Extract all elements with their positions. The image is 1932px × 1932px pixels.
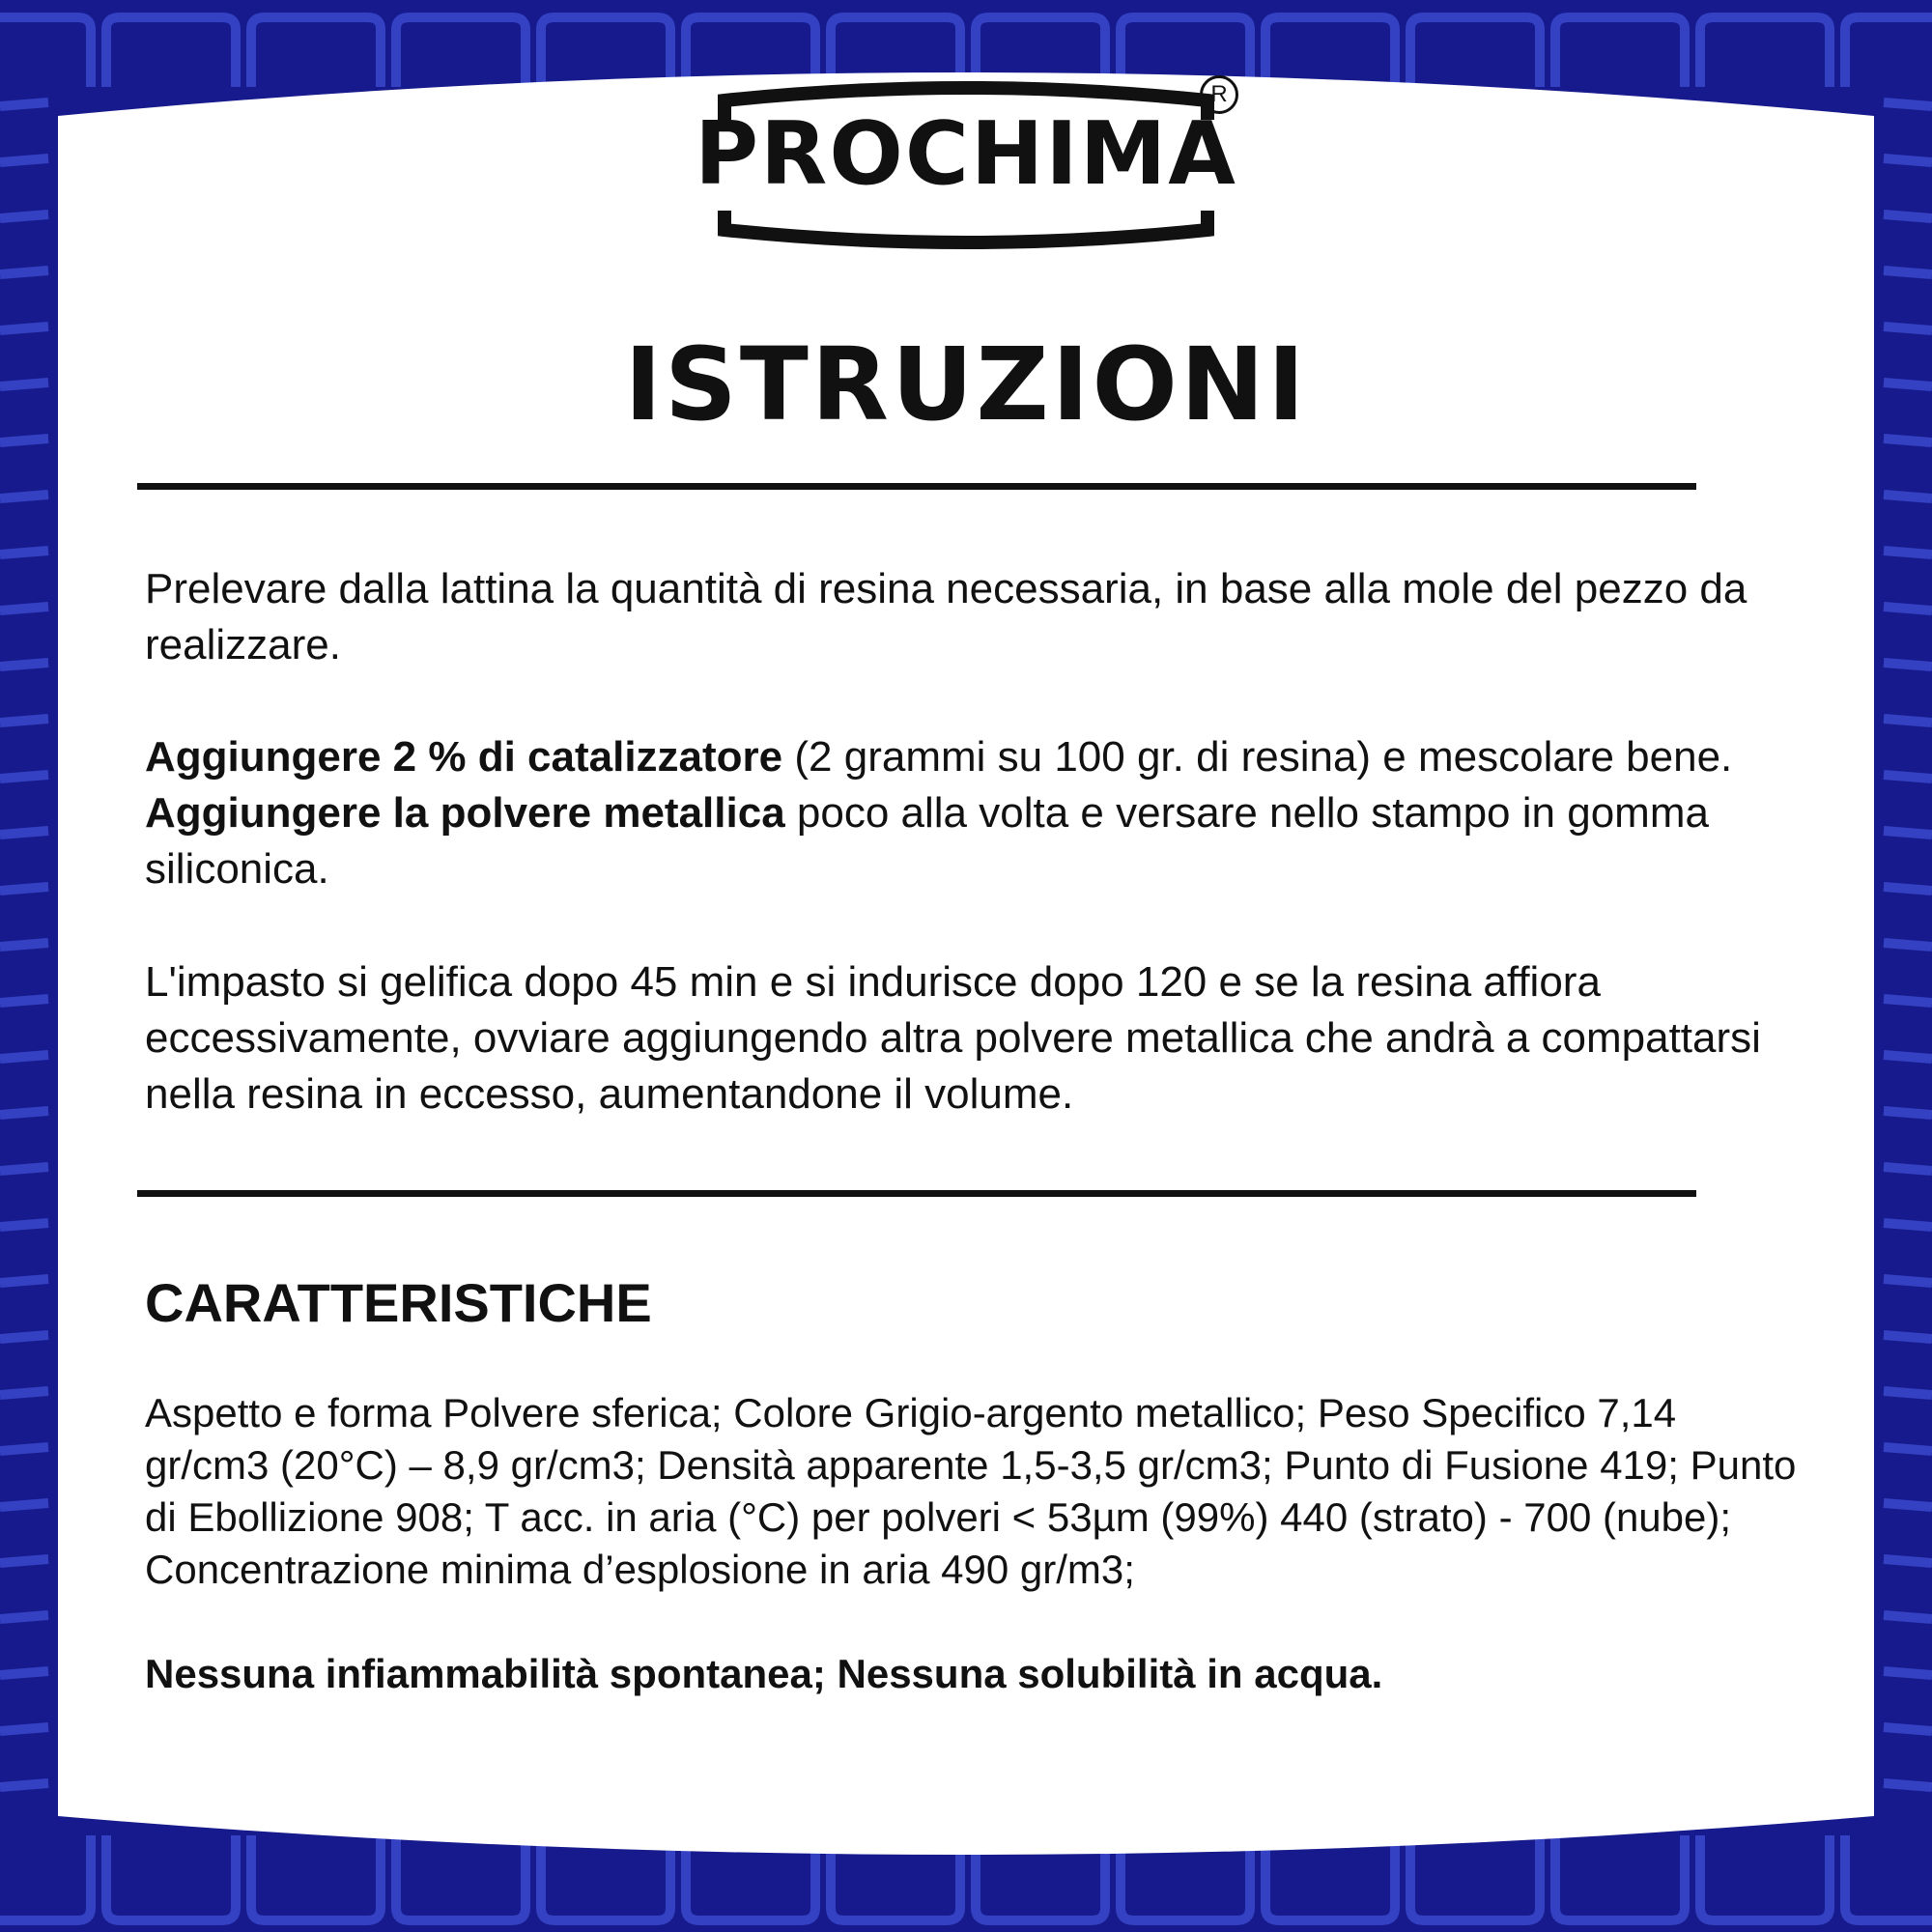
characteristics-note: Nessuna infiammabilità spontanea; Nessuna solubilità in acqua.: [145, 1651, 1383, 1696]
page-title: ISTRUZIONI: [624, 326, 1308, 443]
characteristics-details: Aspetto e forma Polvere sferica; Colore Grigio-argento metallico; Peso Specifico 7,14 gr/cm3 (20°C) – 8,9 gr/cm3; Densità apparente 1,5-3,5 gr/cm3; Punto di Fusione 419; Punto di Ebollizione 908; T acc. in aria (°C) per polveri < 53µm (99%) 440 (strato) - 700 (nube); Concentrazione minima d’esplosione in aria 490 gr/m3;: [145, 1390, 1797, 1592]
instruction-paragraph-1: Prelevare dalla lattina la quantità di resina necessaria, in base alla mole del pezzo da realizzare.: [145, 565, 1747, 668]
prochima-logo: [657, 68, 1275, 251]
divider-top: [137, 483, 1696, 490]
instruction-paragraph-2: [145, 729, 1806, 897]
brand-name: PROCHIMA: [695, 103, 1237, 205]
characteristics-heading: CARATTERISTICHE: [145, 1272, 652, 1333]
registered-mark: R: [1200, 75, 1238, 114]
catalyst-instruction: Aggiungere 2 % di catalizzatore: [145, 733, 783, 781]
powder-detail: poco alla volta e versare nello stampo in gomma siliconica.: [145, 789, 1709, 893]
divider-bottom: [137, 1190, 1696, 1197]
instruction-paragraph-3: L'impasto si gelifica dopo 45 min e si indurisce dopo 120 e se la resina affiora eccessivamente, ovviare aggiungendo altra polvere metallica che andrà a compattarsi nella resina in eccesso, aumentandone il volume.: [145, 958, 1761, 1118]
catalyst-detail: (2 grammi su 100 gr. di resina) e mescolare bene.: [782, 733, 1733, 781]
powder-instruction: Aggiungere la polvere metallica: [145, 789, 785, 837]
